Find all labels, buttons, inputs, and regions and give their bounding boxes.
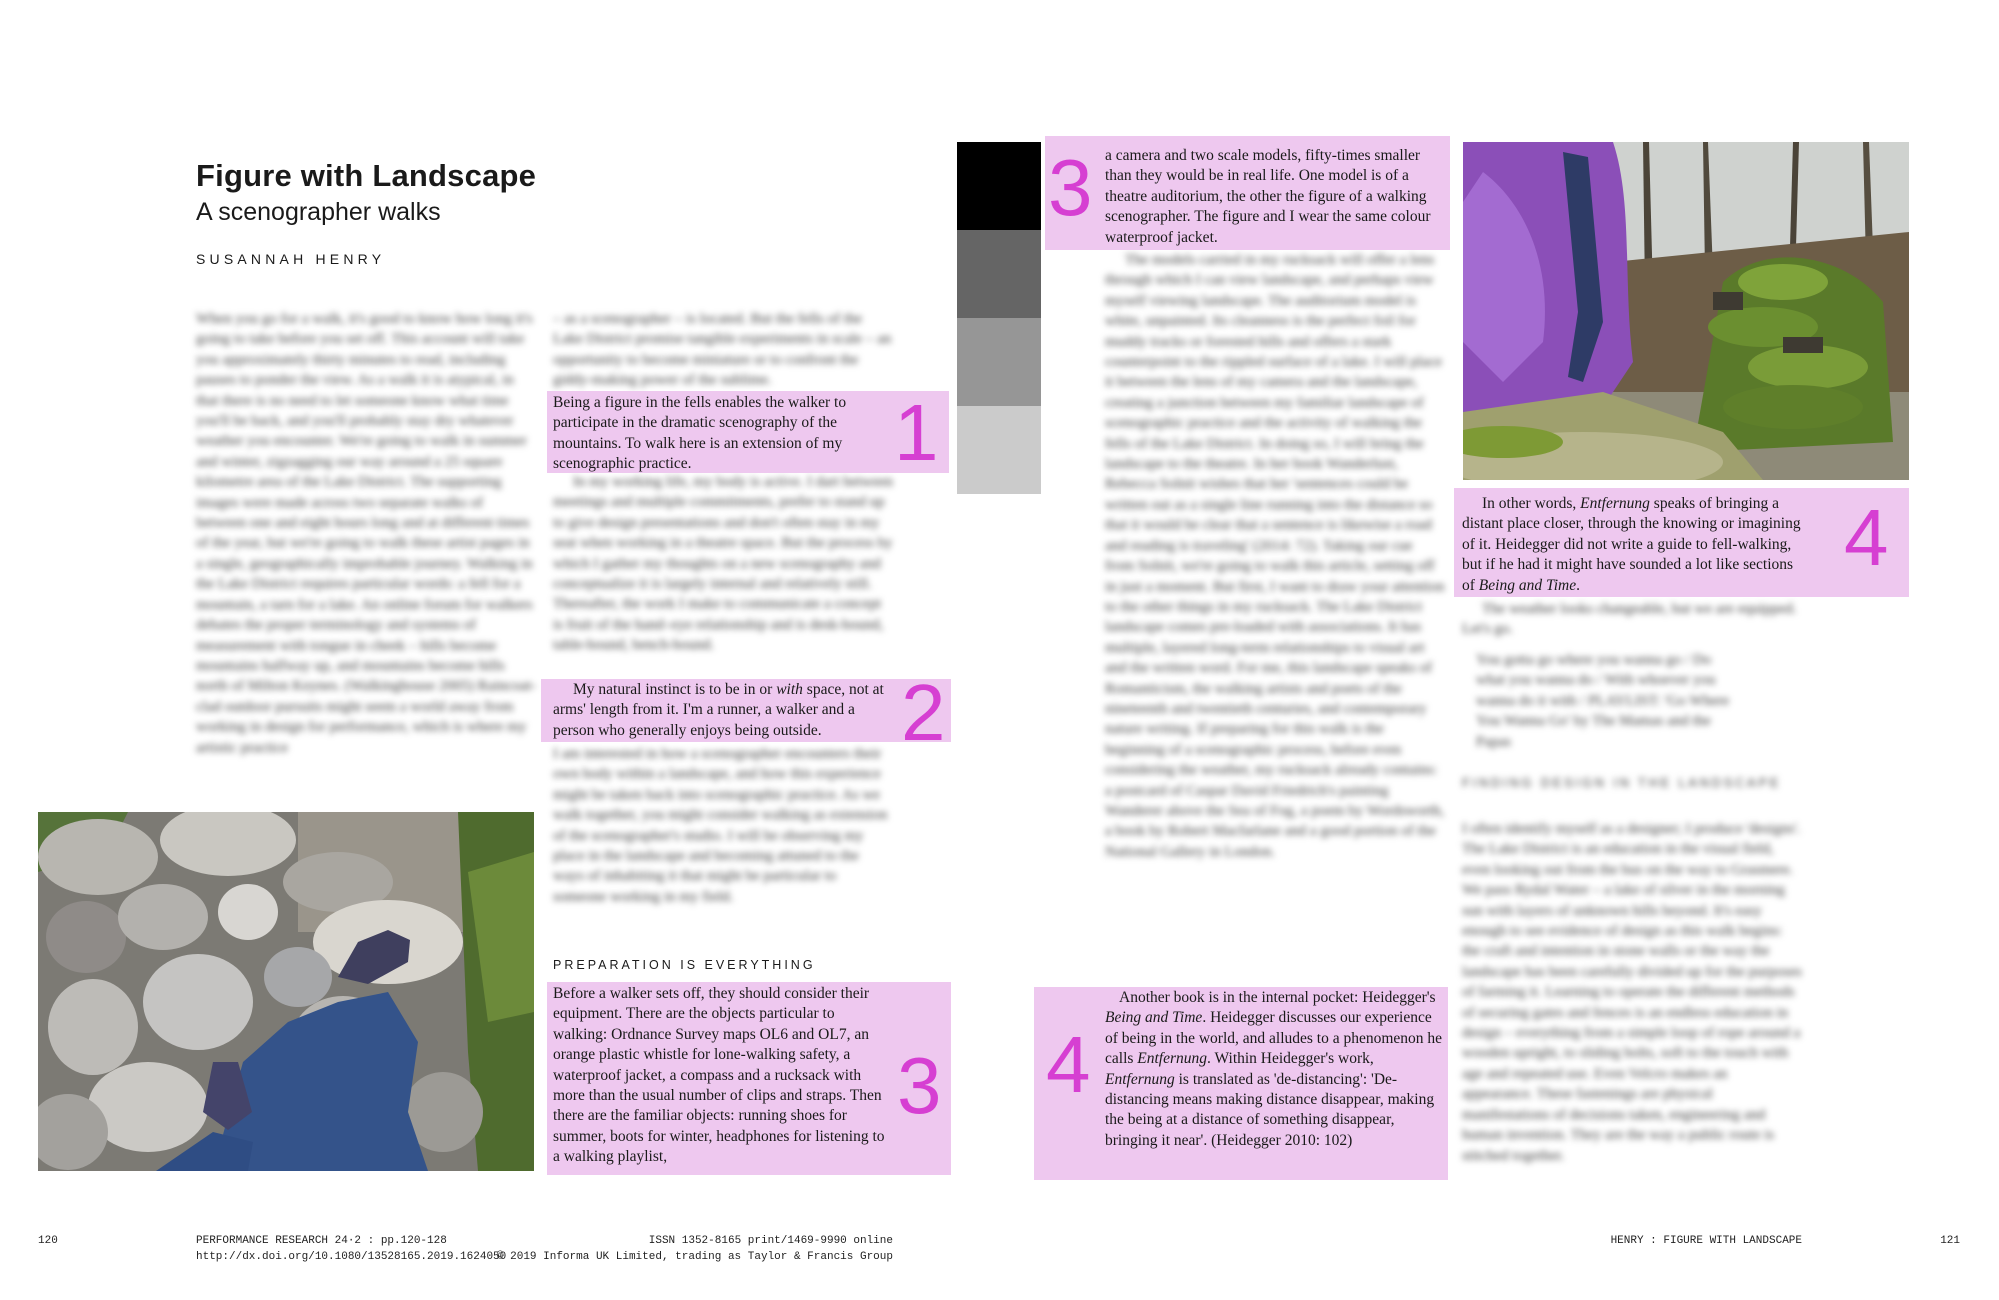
body-column-4-bottom: [1462, 819, 1802, 1169]
body-text: The models carried in my rucksack will offer a lens through which I can view landscape, and perhaps view myself viewing landscape. The auditorium model is white, unpainted. Its cleanness is the perfect foil for muddy tracks or forested hills and offers a stark counterpoint to the rippled surface of a lake. I will place it between the lens of my camera and the landscape, creating a junction between my familiar landscape of scenographic practice and the activity of walking the fells of the Lake District. In doing so, I will bring the landscape to the theatre. In her book Wanderlust, Rebecca Solnit wishes that her 'sentences could be written out as a single line running into the distance so that it would be clear that a sentence is likewise a road and reading is traveling' (2014: 72). Taking our cue from Solnit, we're going to walk this article, setting off in just a moment. But first, I want to draw your attention to the other things in my rucksack. The Lake District landscape comes pre-loaded with associations. It has multiple, layered long-term relationships to visual art and the written word. For me, this landscape speaks of Romanticism, the walking artists and poets of the nineteenth and twentieth centuries, and contemporary nature writing. If preparing for this walk is the beginning of a scenographic process, before even considering the weather, my rucksack already contains: a postcard of Caspar David Friedrich's painting Wanderer above the Sea of Fog, a poem by Wordsworth, a book by Robert Macfarlane and a good portion of the National Gallery in London.: [1105, 252, 1445, 860]
highlight-number: 3: [1048, 143, 1093, 232]
grey-swatch: [957, 318, 1041, 406]
running-head: HENRY : FIGURE WITH LANDSCAPE: [1610, 1235, 1802, 1247]
highlight-text-part: speaks of bringing a distant place closer, through the knowing or imagining of it. Heidegger did not write a guide to fell-walking, but if he had it might have sounded a lot like sections of: [1462, 495, 1801, 594]
grey-swatch: [957, 406, 1041, 494]
body-column-2-top: [553, 309, 893, 391]
highlight-text-part: . Heidegger discusses our experience of being in the world, and alludes to a phenomenon he calls: [1105, 1009, 1443, 1068]
highlight-number: 2: [901, 668, 946, 757]
highlight-text-emphasis: Being and Time: [1105, 1009, 1203, 1027]
highlight-text: [1105, 988, 1445, 1151]
highlight-text-part: space, not at arms' length from it. I'm a runner, a walker and a person who generally enjoys being outside.: [553, 681, 884, 739]
highlight-text-part: My natural instinct is to be in or: [573, 681, 777, 698]
highlight-text-part: Another book is in the internal pocket: Heidegger's: [1119, 989, 1436, 1006]
highlight-box-4b: [1454, 488, 1909, 597]
highlight-text-emphasis: Being and Time: [1478, 576, 1577, 594]
rocks-photo-image: [38, 812, 534, 1171]
journal-citation: PERFORMANCE RESEARCH 24·2 : pp.120-128: [196, 1235, 447, 1247]
playlist-quote: [1476, 650, 1736, 752]
body-text: I am interested in how a scenographer encounters their own body within a landscape, and how this experience might be taken back into scenographic practice. As we walk together, you might consider walking as extension of the scenographer's studio. I will be observing my place in the landscape and becoming attuned to the ways of inhabiting it that might be particular to someone working in my field.: [553, 746, 888, 905]
article-subtitle: A scenographer walks: [196, 198, 441, 226]
page-number-right: 121: [1940, 1235, 1960, 1247]
highlight-text-emphasis: Entfernung: [1580, 495, 1650, 512]
body-column-4-top: [1462, 599, 1802, 641]
highlight-box-3a: [547, 982, 951, 1175]
body-column-1: [196, 309, 536, 801]
rocks-photo: [38, 812, 534, 1171]
body-text: I often identify myself as a designer; I produce 'designs'. The Lake District is an education in the visual field, even looking out from the bus on the way to Grasmere. We pass Rydal Water – a lake of silver in the morning sun with layers of unknown hills beyond. It's easy enough to see evidence of design as this walk begins: the craft and intention in stone walls or the way the landscape has been carefully divided up for the purposes of farming it. Learning to operate the different methods of securing gates and fences is an endless education in design – everything from a simple loop of rope around a wooden upright, to sliding bolts, soft to the touch with age and repeated use. Even Velcro makes an appearance. These fastenings are physical manifestations of decisions taken, engineering and human invention. They are the way a public route is stitched together.: [1462, 821, 1802, 1164]
woodland-photo-image: [1463, 142, 1909, 480]
highlight-text: [1462, 494, 1802, 596]
doi-link[interactable]: http://dx.doi.org/10.1080/13528165.2019.1624050: [196, 1251, 507, 1263]
highlight-text-emphasis: with: [776, 681, 803, 698]
issn-line: ISSN 1352-8165 print/1469-9990 online: [648, 1235, 893, 1247]
grey-swatch: [957, 142, 1041, 230]
body-text: When you go for a walk, it's good to know how long it's going to take before you set off. This account will take you approximately thirty minutes to read, including pauses to ponder the view. As a walk it is atypical, in that there is no need to let someone know what time you'll be back, and you'll probably stay dry whatever weather you encounter. We're going to walk in summer and winter, zigzagging our way around a 25 square kilometre area of the Lake District. The supporting images were made across two separate walks of between one and eight hours long and at different times of the year, but we're going to walk these artist pages in a single, geographically improbable journey. Walking in the Lake District requires particular words: a fell for a mountain, a tarn for a lake. An online forum for walkers debates the proper terminology and systems of measurement with tongue in cheek – hills become mountains halfway up, and mountains become hills north of Milton Keynes. (Walkinghouse 2005) Raincoat-clad outdoor pursuits might seem a world away from working in design for performance, which is where my artistic practice: [196, 311, 536, 756]
section-heading-preparation: PREPARATION IS EVERYTHING: [553, 958, 816, 972]
highlight-number: 4: [1844, 493, 1889, 582]
body-column-3: [1105, 250, 1445, 985]
body-column-2-middle: [553, 472, 893, 676]
highlight-text-part: is translated as 'de-distancing': 'De-distancing means making distance disappear, making the being at a distance of something disappear, bringing it near'. (Heidegger 2010: 102): [1105, 1070, 1435, 1149]
article-title: Figure with Landscape: [196, 158, 537, 193]
woodland-photo: [1463, 142, 1909, 480]
page-number-left: 120: [38, 1235, 58, 1247]
highlight-box-4a: [1034, 987, 1448, 1180]
highlight-text: a camera and two scale models, fifty-times smaller than they would be in real life. One model is of a theatre auditorium, the other the figure of a walking scenographer. The figure and I wear the same colour waterproof jacket.: [1105, 147, 1431, 246]
copyright-line: © 2019 Informa UK Limited, trading as Taylor & Francis Group: [496, 1251, 893, 1263]
highlight-text-part: .: [1576, 576, 1580, 594]
body-column-2-bottom: [553, 744, 893, 928]
highlight-text-emphasis: Entfernung: [1105, 1070, 1175, 1088]
highlight-text-emphasis: Entfernung: [1137, 1050, 1208, 1068]
body-text: – as a scenographer – is located. But the fells of the Lake District promise tangible experiments in scale – an opportunity to become miniature or to confront the giddy-making power of the sublime.: [553, 311, 892, 389]
highlight-text: [553, 680, 899, 741]
body-text: In my working life, my body is active. I dart between meetings and multiple commitments, prefer to stand up to give design presentations and don't often stay in my seat when working in a theatre space. But the process by which I gather my thoughts on a new scenography and conceptualize it is largely internal and relatively still. Thereafter, the work I make to communicate a concept is fruit of the hand–eye relationship and is desk-bound, table-bound, bench-bound.: [553, 474, 893, 654]
body-text: You gotta go where you wanna go / Do what you wanna do / With whoever you wanna do it with / PLAYLIST: 'Go Where You Wanna Go' by The Mamas and the Papas: [1476, 652, 1730, 750]
highlight-number: 3: [897, 1041, 942, 1130]
highlight-box-1: [547, 388, 949, 477]
highlight-text: Before a walker sets off, they should consider their equipment. There are the objects particular to walking: Ordnance Survey maps OL6 and OL7, an orange plastic whistle for lone-walking safety, a waterproof jacket, a compass and a rucksack with more than the usual number of clips and straps. Then there are the familiar objects: running shoes for summer, boots for winter, headphones for listening to a walking playlist,: [553, 985, 885, 1166]
article-author: SUSANNAH HENRY: [196, 251, 386, 267]
highlight-number: 1: [894, 388, 939, 477]
grey-swatch: [957, 230, 1041, 318]
section-heading-finding-design: FINDING DESIGN IN THE LANDSCAPE: [1462, 776, 1782, 790]
highlight-box-3b: [1045, 136, 1450, 250]
highlight-text-part: . Within Heidegger's work,: [1207, 1050, 1374, 1068]
body-text: The weather looks changeable, but we are equipped. Let's go.: [1462, 601, 1797, 638]
highlight-box-2: [541, 668, 951, 757]
highlight-number: 4: [1046, 1020, 1091, 1109]
highlight-text-part: In other words,: [1482, 495, 1581, 512]
highlight-text: Being a figure in the fells enables the walker to participate in the dramatic scenography of the mountains. To walk here is an extension of my scenographic practice.: [553, 394, 847, 473]
